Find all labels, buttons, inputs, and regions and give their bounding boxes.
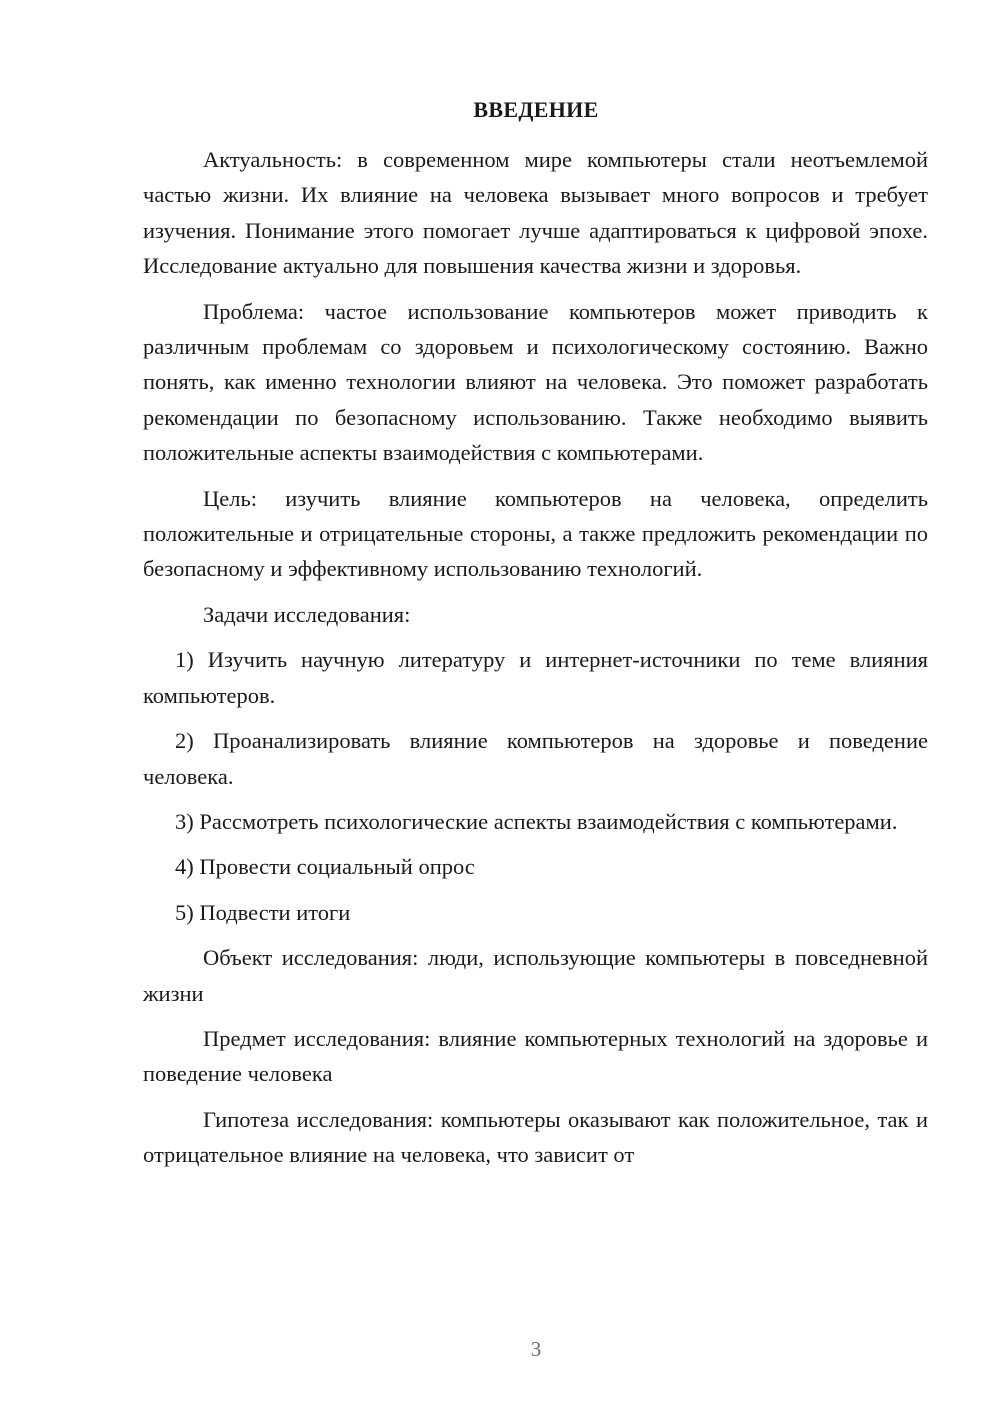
task-item-2: 2) Проанализировать влияние компьютеров на здоровье и поведение человека. [143,728,928,789]
task-item-5: 5) Подвести итоги [175,899,351,925]
section-heading: ВВЕДЕНИЕ [473,97,599,122]
paragraph-relevance: Актуальность: в современном мире компьютеры стали неотъемлемой частью жизни. Их влияние на человека вызывает много вопросов и требует изучения. Понимание этого помогает лучше адаптироваться к цифровой эпохе. Исследование актуально для повышения качества жизни и здоровья. [143,147,928,279]
paragraph-hypothesis: Гипотеза исследования: компьютеры оказывают как положительное, так и отрицательное влияние на человека, что зависит от [143,1106,928,1168]
paragraph-object: Объект исследования: люди, использующие компьютеры в повседневной жизни [143,945,928,1006]
paragraph-goal: Цель: изучить влияние компьютеров на человека, определить положительные и отрицательные стороны, а также предложить рекомендации по безопасному и эффективному использованию технологий. [143,485,928,582]
task-item-1: 1) Изучить научную литературу и интернет-источники по теме влияния компьютеров. [143,647,928,708]
paragraph-subject: Предмет исследования: влияние компьютерных технологий на здоровье и поведение человека [143,1025,928,1087]
paragraph-problem: Проблема: частое использование компьютеров может приводить к различным проблемам со здоровьем и психологическому состоянию. Важно понять, как именно технологии влияют на человека. Это поможет разработать рекомендации по безопасному использованию. Также необходимо выявить положительные аспекты взаимодействия с компьютерами. [143,298,928,466]
page-number: 3 [530,1337,542,1361]
task-item-3: 3) Рассмотреть психологические аспекты взаимодействия с компьютерами. [175,808,898,834]
task-item-4: 4) Провести социальный опрос [175,854,475,880]
paragraph-tasks-title: Задачи исследования: [203,601,411,627]
document-body [143,142,928,1173]
